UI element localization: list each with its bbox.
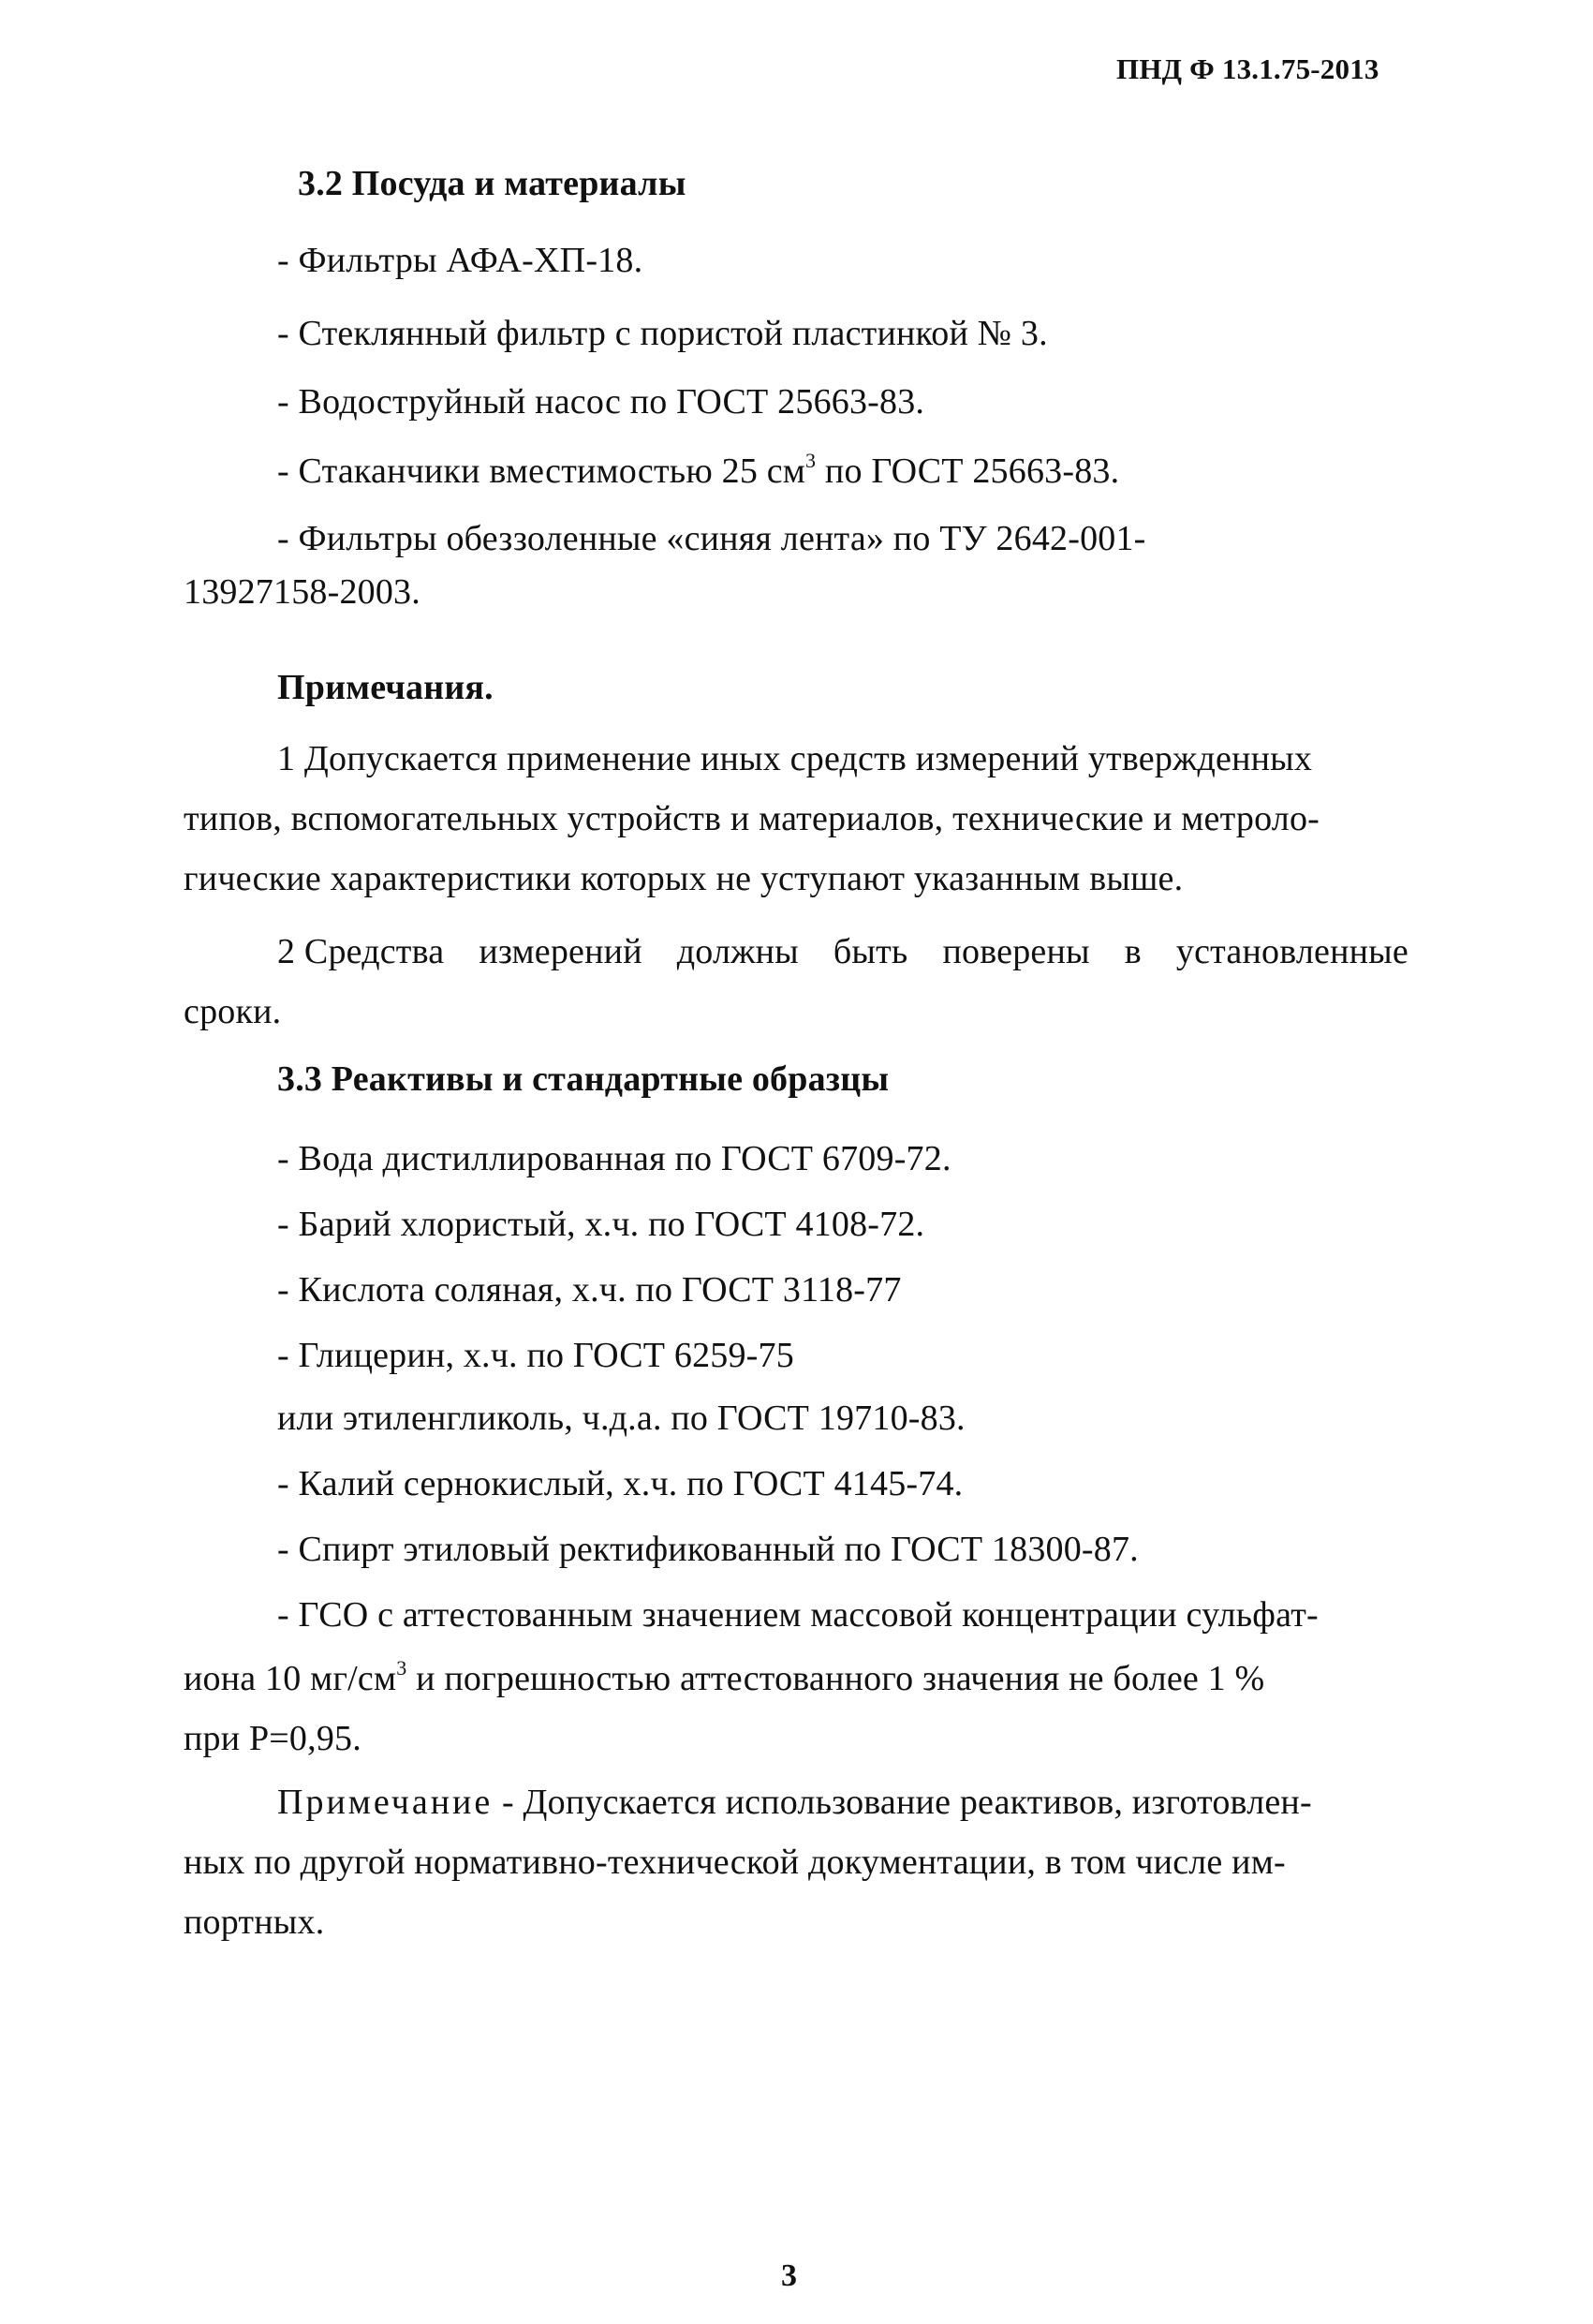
beakers-standard: по ГОСТ 25663-83. [816, 451, 1120, 491]
final-note-label: Примечание [277, 1783, 494, 1822]
list-item: - Глицерин, х.ч. по ГОСТ 6259-75 [277, 1336, 794, 1375]
document-id: ПНД Ф 13.1.75-2013 [1116, 52, 1379, 85]
note-2-word: установленные [1175, 932, 1409, 971]
note-1-line: гические характеристики которых не уступают указанным выше. [184, 859, 1184, 898]
final-note-line: ных по другой нормативно-технической документации, в том числе им- [184, 1843, 1286, 1882]
gso-superscript: 3 [396, 1656, 407, 1680]
note-1-line: 1 Допускается применение иных средств измерений утвержденных [277, 739, 1313, 778]
note-2-word: 2 Средства [277, 932, 445, 971]
note-2-word: в [1124, 932, 1142, 971]
note-1-line: типов, вспомогательных устройств и материалов, технические и метроло- [184, 799, 1320, 838]
list-item [277, 451, 1119, 492]
notes-heading: Примечания. [277, 668, 494, 707]
list-item: - Фильтры АФА-ХП-18. [277, 241, 643, 280]
list-item: - Водоструйный насос по ГОСТ 25663-83. [277, 382, 925, 422]
note-2-word: измерений [479, 932, 642, 971]
list-item-continuation: или этиленгликоль, ч.д.а. по ГОСТ 19710-83. [277, 1399, 966, 1438]
note-2-word: поверены [942, 932, 1090, 971]
section-3-3-heading: 3.3 Реактивы и стандартные образцы [277, 1059, 890, 1099]
gso-error: и погрешностью аттестованного значения не более 1 % [406, 1659, 1265, 1698]
list-item-continuation: 13927158-2003. [184, 572, 420, 612]
list-item: - Спирт этиловый ректификованный по ГОСТ 18300-87. [277, 1530, 1139, 1569]
note-2-line [277, 931, 1409, 972]
beakers-superscript: 3 [805, 449, 817, 473]
gso-line [184, 1658, 1264, 1699]
list-item: - Калий сернокислый, х.ч. по ГОСТ 4145-74. [277, 1464, 964, 1503]
gso-line: - ГСО с аттестованным значением массовой концентрации сульфат- [277, 1595, 1319, 1635]
list-item: - Стеклянный фильтр с пористой пластинкой № 3. [277, 314, 1048, 353]
gso-concentration: иона 10 мг/см [184, 1659, 397, 1698]
page-number: 3 [781, 2258, 798, 2293]
section-3-2-heading: 3.2 Посуда и материалы [298, 164, 686, 203]
final-note-line: портных. [184, 1902, 325, 1942]
beakers-text: - Стаканчики вместимостью 25 см [277, 451, 806, 491]
gso-line: при Р=0,95. [184, 1719, 361, 1758]
list-item: - Фильтры обеззоленные «синяя лента» по ТУ 2642-001- [277, 519, 1146, 558]
list-item: - Барий хлористый, х.ч. по ГОСТ 4108-72. [277, 1205, 925, 1244]
note-2-word: должны [676, 932, 799, 971]
final-note-text: - Допускается использование реактивов, изготовлен- [493, 1783, 1312, 1822]
final-note-line [277, 1782, 1312, 1823]
note-2-line: сроки. [184, 992, 282, 1031]
note-2-word: быть [833, 932, 908, 971]
list-item: - Вода дистиллированная по ГОСТ 6709-72. [277, 1139, 951, 1178]
list-item: - Кислота соляная, х.ч. по ГОСТ 3118-77 [277, 1270, 902, 1310]
